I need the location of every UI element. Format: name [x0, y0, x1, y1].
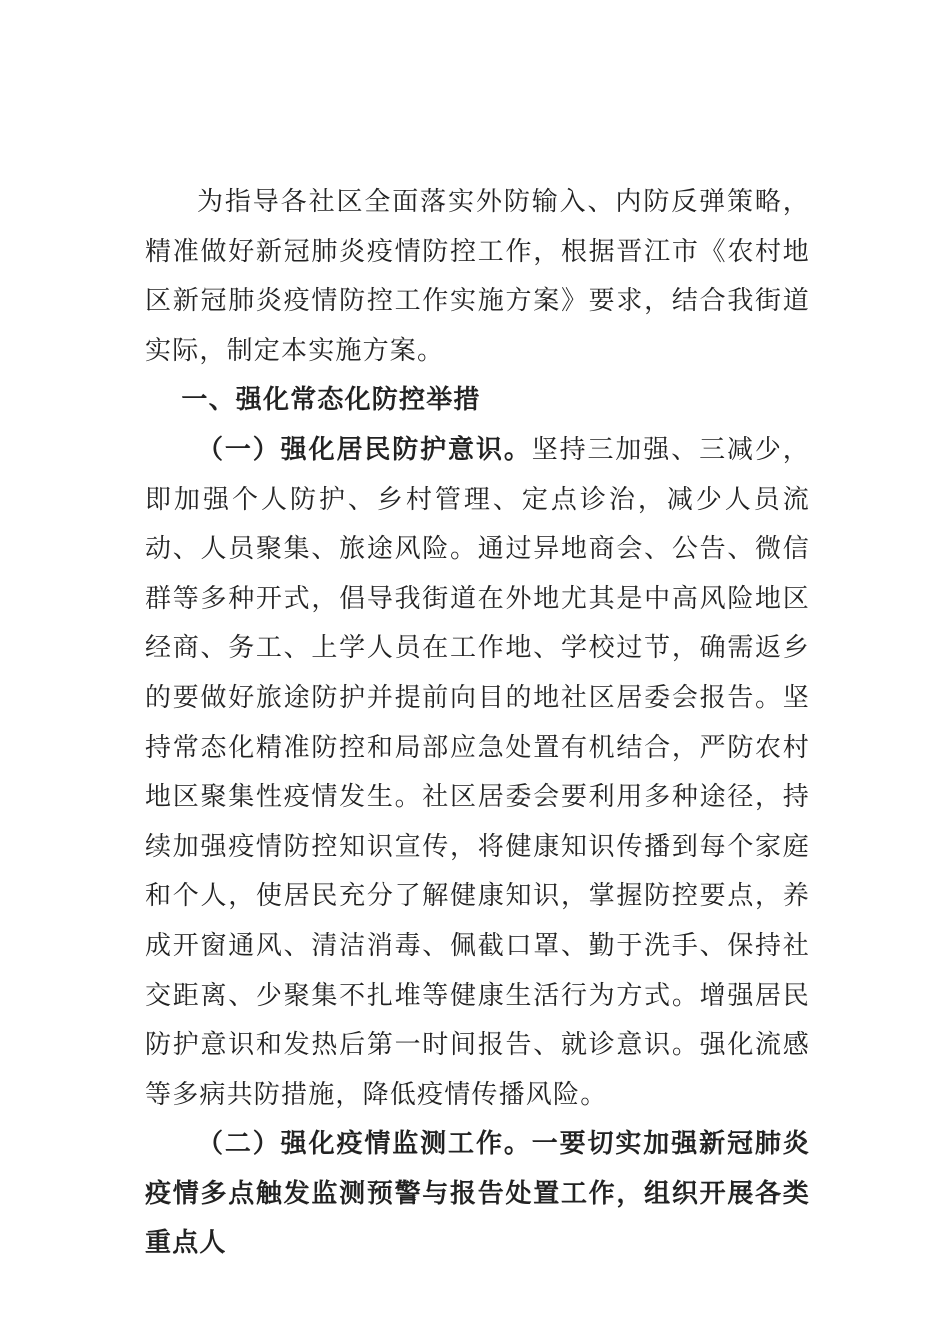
- subsection-1-body: 坚持三加强、三减少，即加强个人防护、乡村管理、定点诊治，减少人员流动、人员聚集、旅途风险。通过异地商会、公告、微信群等多种开式，倡导我街道在外地尤其是中高风险地区经商、务工、上学人员在工作地、学校过节，确需返乡的要做好旅途防护并提前向目的地社区居委会报告。坚持常态化精准防控和局部应急处置有机结合，严防农村地区聚集性疫情发生。社区居委会要利用多种途径，持续加强疫情防控知识宣传，将健康知识传播到每个家庭和个人，使居民充分了解健康知识，掌握防控要点，养成开窗通风、清洁消毒、佩截口罩、勤于洗手、保持社交距离、少聚集不扎堆等健康生活行为方式。增强居民防护意识和发热后第一时间报告、就诊意识。强化流感等多病共防措施，降低疫情传播风险。: [145, 434, 810, 1110]
- subsection-1-title: （一）强化居民防护意识。: [197, 434, 532, 465]
- section-heading-1: 一、强化常态化防控举措: [181, 385, 481, 416]
- subsection-2-paragraph: [145, 1120, 810, 1269]
- intro-paragraph: 为指导各社区全面落实外防输入、内防反弹策略，精准做好新冠肺炎疫情防控工作，根据晋江市《农村地区新冠肺炎疫情防控工作实施方案》要求，结合我街道实际，制定本实施方案。: [145, 187, 810, 366]
- subsection-1-paragraph: [145, 426, 810, 1120]
- subsection-2-body: 一要切实加强新冠肺炎疫情多点触发监测预警与报告处置工作，组织开展各类重点人: [145, 1129, 810, 1259]
- document-body: [145, 178, 810, 1269]
- subsection-2-title: （二）强化疫情监测工作。: [197, 1129, 532, 1160]
